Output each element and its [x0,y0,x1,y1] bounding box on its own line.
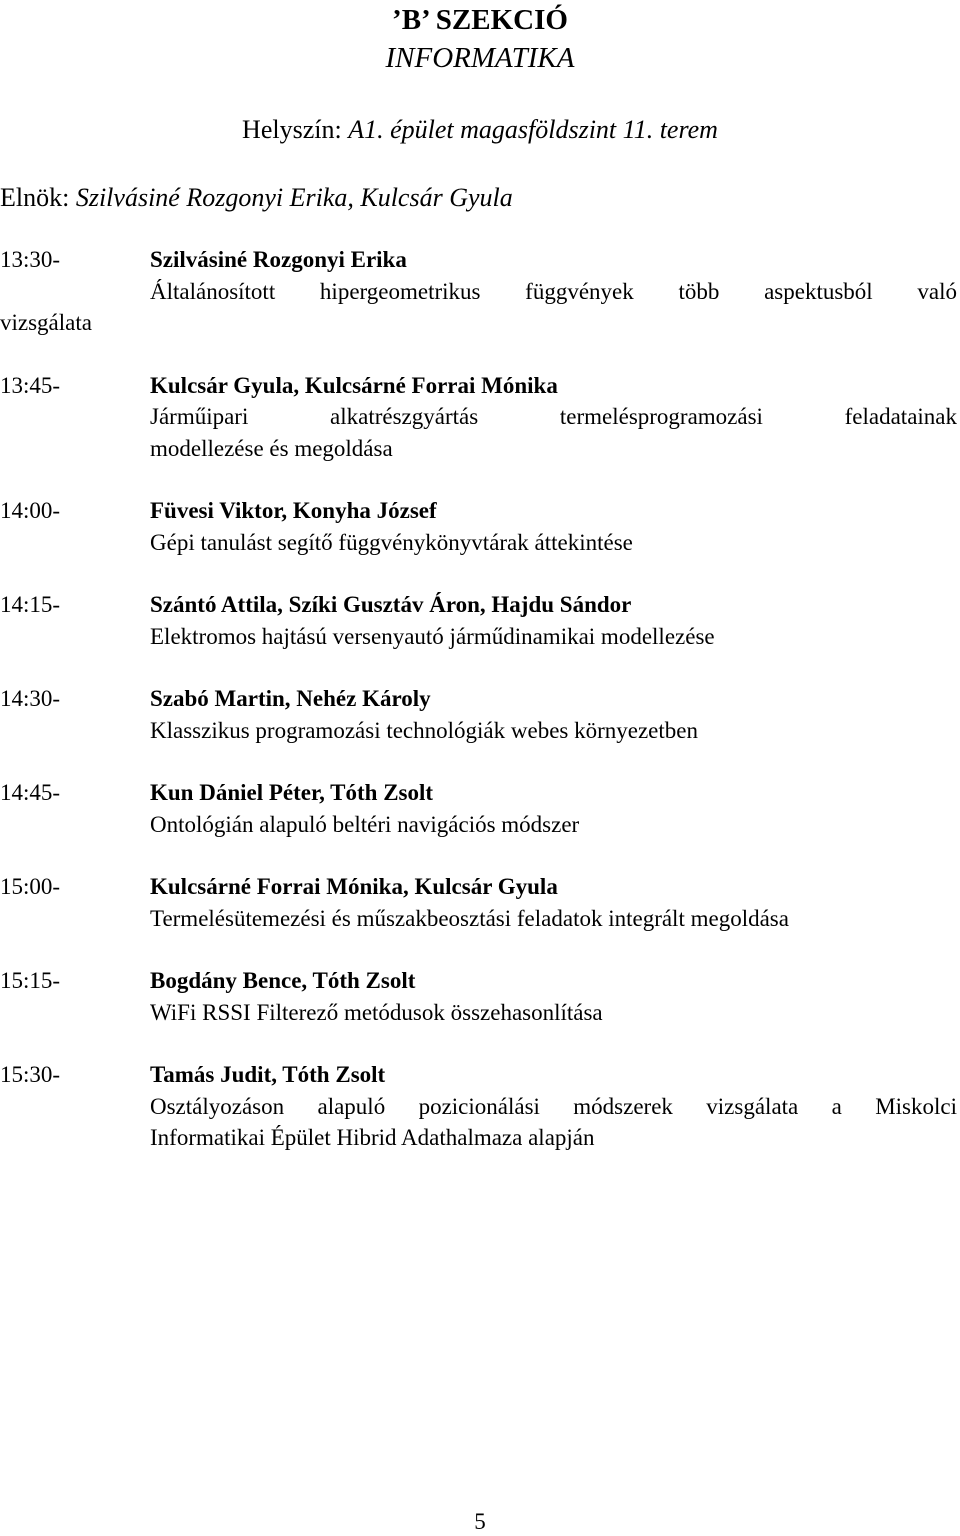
slot-time: 13:45- [0,372,61,398]
slot-time: 14:00- [0,498,61,523]
slot-title: Járműipari alkatrészgyártás termelésprogramozási feladatainak [150,404,957,429]
slot-authors: Kulcsárné Forrai Mónika, Kulcsár Gyula [150,874,558,899]
slot-authors: Szilvásiné Rozgonyi Erika [150,247,407,272]
slot-time: 15:15- [0,968,61,993]
slot-authors: Füvesi Viktor, Konyha József [150,498,437,523]
slot-body [150,871,957,934]
schedule-item [0,244,957,339]
slot-authors: Szántó Attila, Szíki Gusztáv Áron, Hajdu Sándor [150,592,632,617]
slot-title: Klasszikus programozási technológiák webes környezetben [150,717,698,743]
slot-time: 14:45- [0,780,61,805]
section-title: ’B’ SZEKCIÓ [392,4,568,36]
slot-title: Gépi tanulást segítő függvénykönyvtárak áttekintése [150,529,633,555]
slot-title: Termelésütemezési és műszakbeosztási feladatok integrált megoldása [150,905,789,931]
section-subtitle: INFORMATIKA [385,42,575,74]
schedule-item [0,589,957,652]
schedule-item [0,965,957,1028]
slot-title: Osztályozáson alapuló pozicionálási módszerek vizsgálata a Miskolci [150,1093,957,1119]
slot-title-continued: vizsgálata [0,310,92,335]
slot-time: 14:30- [0,686,61,711]
slot-body [150,683,957,746]
slot-title: WiFi RSSI Filterező metódusok összehasonlítása [150,999,603,1025]
slot-title: Elektromos hajtású versenyautó járműdinamikai modellezése [150,623,715,649]
slot-authors: Szabó Martin, Nehéz Károly [150,686,431,711]
slot-body [150,1059,957,1154]
slot-body [150,370,957,465]
chair-label: Elnök: [0,183,70,212]
location-label: Helyszín: [242,115,342,144]
slot-time: 14:15- [0,592,61,617]
slot-time: 15:30- [0,1062,61,1087]
schedule-item [0,683,957,746]
slot-time: 15:00- [0,874,61,899]
schedule-item [0,370,957,465]
page-number: 5 [474,1509,486,1534]
slot-authors: Bogdány Bence, Tóth Zsolt [150,968,416,993]
slot-title: Általánosított hipergeometrikus függvények több aspektusból való [150,278,957,304]
slot-title-continued: modellezése és megoldása [150,435,393,461]
slot-title: Ontológián alapuló beltéri navigációs módszer [150,811,580,837]
slot-authors: Kun Dániel Péter, Tóth Zsolt [150,780,434,805]
location-line [0,114,960,146]
slot-body [150,965,957,1028]
schedule-list [0,244,957,1185]
slot-body [150,589,957,652]
schedule-item [0,871,957,934]
schedule-item [0,495,957,558]
chair-names: Szilvásiné Rozgonyi Erika, Kulcsár Gyula [75,183,513,212]
slot-body [150,495,957,558]
schedule-item [0,777,957,840]
schedule-item [0,1059,957,1154]
slot-time: 13:30- [0,247,61,272]
chair-line [0,182,513,214]
location-value: A1. épület magasföldszint 11. terem [348,115,718,144]
slot-title-continued: Informatikai Épület Hibrid Adathalmaza alapján [150,1125,595,1150]
slot-authors: Kulcsár Gyula, Kulcsárné Forrai Mónika [150,372,558,398]
slot-body [150,777,957,840]
slot-authors: Tamás Judit, Tóth Zsolt [150,1062,386,1087]
